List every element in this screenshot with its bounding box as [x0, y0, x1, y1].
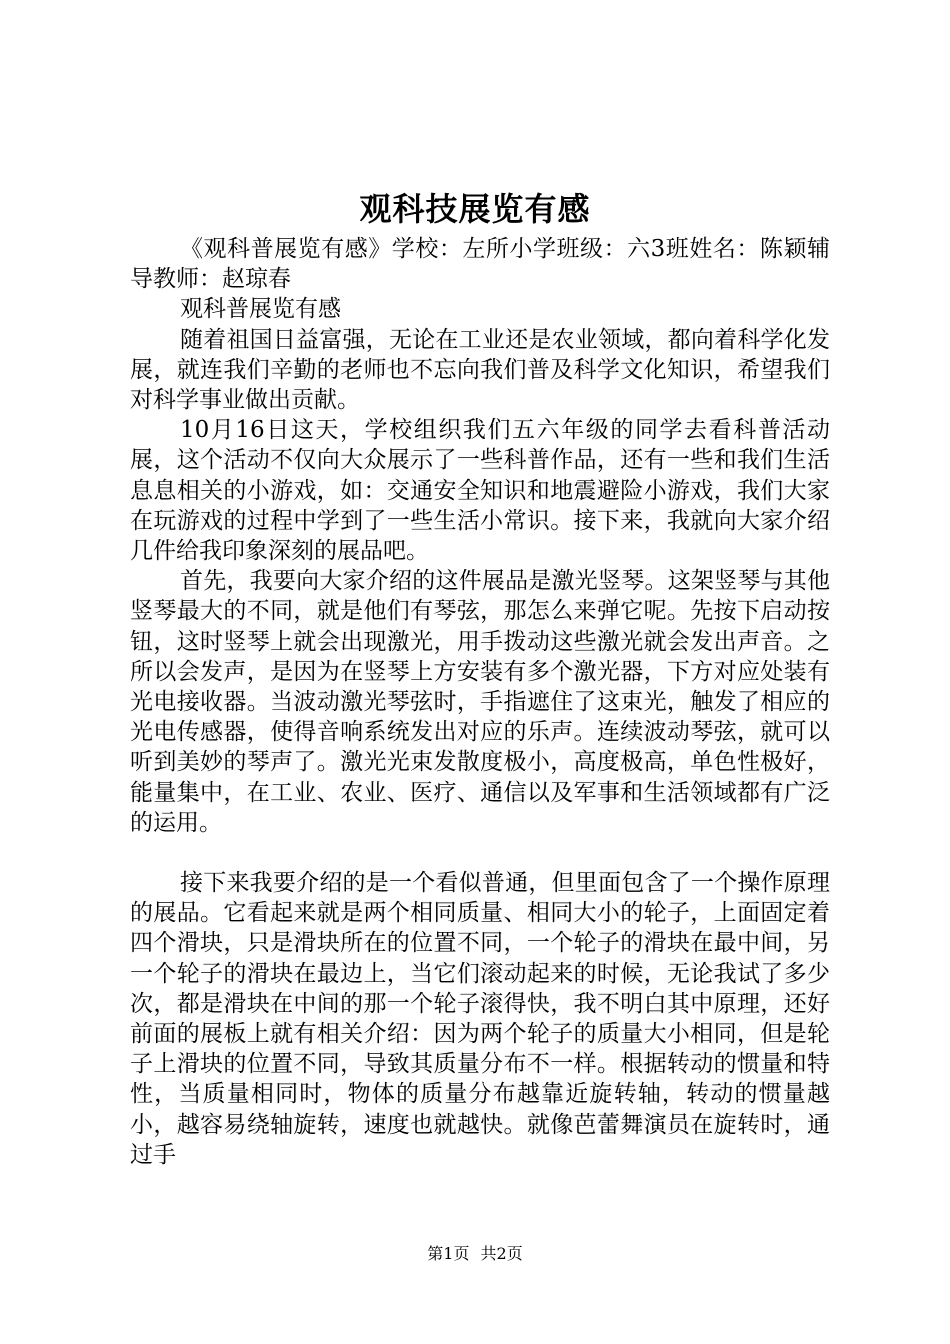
page-number: 第1页 [427, 1244, 470, 1263]
page-total: 共2页 [480, 1244, 523, 1263]
paragraph-header-info: 《观科普展览有感》学校：左所小学班级：六3班姓名：陈颖辅导教师：赵琼春 [130, 236, 830, 293]
paragraph-intro: 随着祖国日益富强，无论在工业还是农业领域，都向着科学化发展，就连我们辛勤的老师也不忘向我们普及科学文化知识，希望我们对科学事业做出贡献。 [130, 326, 830, 414]
page-footer [0, 1242, 950, 1266]
paragraph-subtitle: 观科普展览有感 [180, 296, 341, 323]
paragraph-wheels: 接下来我要介绍的是一个看似普通，但里面包含了一个操作原理的展品。它看起来就是两个相同质量、相同大小的轮子，上面固定着四个滑块，只是滑块所在的位置不同，一个轮子的滑块在最中间，另一个轮子的滑块在最边上，当它们滚动起来的时候，无论我试了多少次，都是滑块在中间的那一个轮子滚得快，我不明白其中原理，还好前面的展板上就有相关介绍：因为两个轮子的质量大小相同，但是轮子上滑块的位置不同，导致其质量分布不一样。根据转动的惯量和特性，当质量相同时，物体的质量分布越靠近旋转轴，转动的惯量越小，越容易绕轴旋转，速度也就越快。就像芭蕾舞演员在旋转时，通过手 [130, 870, 830, 1168]
paragraph-laser-harp: 首先，我要向大家介绍的这件展品是激光竖琴。这架竖琴与其他竖琴最大的不同，就是他们有琴弦，那怎么来弹它呢。先按下启动按钮，这时竖琴上就会出现激光，用手拨动这些激光就会发出声音。之所以会发声，是因为在竖琴上方安装有多个激光器，下方对应处装有光电接收器。当波动激光琴弦时，手指遮住了这束光，触发了相应的光电传感器，使得音响系统发出对应的乐声。连续波动琴弦，就可以听到美妙的琴声了。激光光束发散度极小，高度极高，单色性极好，能量集中，在工业、农业、医疗、通信以及军事和生活领域都有广泛的运用。 [130, 568, 830, 836]
document-title: 观科技展览有感 [359, 190, 591, 228]
document-body [130, 234, 830, 1170]
paragraph-event: 10月16日这天，学校组织我们五六年级的同学去看科普活动展，这个活动不仅向大众展示了一些科普作品，还有一些和我们生活息息相关的小游戏，如：交通安全知识和地震避险小游戏，我们大家在玩游戏的过程中学到了一些生活小常识。接下来，我就向大家介绍几件给我印象深刻的展品吧。 [130, 417, 830, 565]
